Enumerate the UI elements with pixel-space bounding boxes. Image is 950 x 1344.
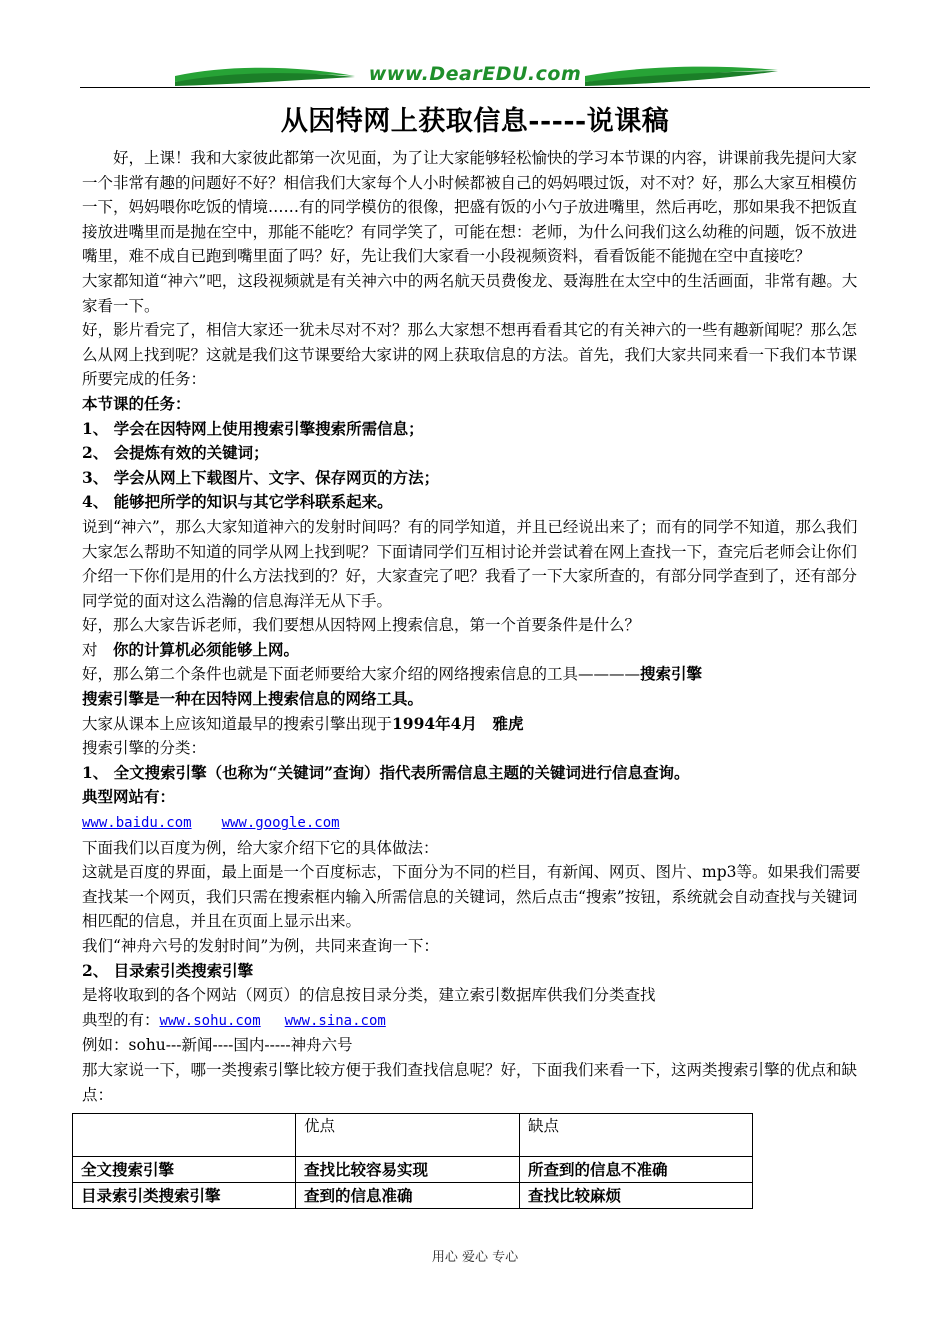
table-row — [73, 1157, 753, 1183]
task-item-1: 1、 学会在因特网上使用搜索引擎搜索所需信息； — [82, 418, 424, 438]
header-divider — [80, 87, 870, 88]
paragraph-video-done: 好，影片看完了，相信大家还一犹未尽对不对？那么大家想不想再看看其它的有关神六的一些有趣新闻呢？那么怎么从网上找到呢？这就是我们这节课要给大家讲的网上获取信息的方法。首先，我们大家共同来看一下我们本节课所要完成的任务： — [82, 321, 858, 389]
earliest-engine-text: 大家从课本上应该知道最早的搜索引擎出现于 — [82, 714, 393, 733]
comparison-table — [72, 1113, 753, 1209]
table-cell: 查找比较麻烦 — [520, 1183, 753, 1209]
tasks-heading: 本节课的任务： — [82, 393, 191, 413]
typical-directory-sites — [82, 1008, 872, 1034]
link-baidu[interactable]: www.baidu.com — [82, 815, 192, 832]
table-cell: 查到的信息准确 — [296, 1183, 520, 1209]
header-banner — [80, 62, 870, 90]
link-google[interactable]: www.google.com — [221, 815, 340, 832]
paragraph-earliest-engine — [82, 712, 872, 737]
task-item-4: 4、 能够把所学的知识与其它学科联系起来。 — [82, 492, 393, 512]
table-row — [73, 1183, 753, 1209]
typical-directory-label: 典型的有： — [82, 1010, 160, 1029]
paragraph-shenliu: 大家都知道“神六”吧，这段视频就是有关神六中的两名航天员费俊龙、聂海胜在太空中的生活画面，非常有趣。大家看一下。 — [82, 271, 858, 315]
table-cell: 查找比较容易实现 — [296, 1157, 520, 1183]
paragraph-comparison-intro: 那大家说一下，哪一类搜索引擎比较方便于我们查找信息呢？好，下面我们来看一下，这两类搜索引擎的优点和缺点： — [82, 1060, 858, 1104]
paragraph-second-condition — [82, 662, 872, 687]
category-directory: 2、 目录索引类搜索引擎 — [82, 960, 254, 980]
paragraph-classification: 搜索引擎的分类： — [82, 739, 207, 758]
task-item-3: 3、 学会从网上下载图片、文字、保存网页的方法； — [82, 467, 440, 487]
paragraph-first-condition: 好，那么大家告诉老师，我们要想从因特网上搜索信息，第一个首要条件是什么？ — [82, 616, 641, 635]
page-footer: 用心 爱心 专心 — [431, 1250, 519, 1265]
paragraph-answer — [82, 638, 872, 663]
table-header-cell: 缺点 — [520, 1114, 753, 1157]
paragraph-directory-desc: 是将收取到的各个网站（网页）的信息按目录分类，建立索引数据库供我们分类查找 — [82, 986, 656, 1005]
table-header-cell — [73, 1114, 296, 1157]
search-engine-definition: 搜索引擎是一种在因特网上搜索信息的网络工具。 — [82, 689, 424, 709]
typical-sites-heading: 典型网站有： — [82, 787, 176, 807]
document-body — [82, 146, 872, 1209]
table-header-row — [73, 1114, 753, 1157]
table-header-cell: 优点 — [296, 1114, 520, 1157]
paragraph-query-example: 我们“神舟六号的发射时间”为例，共同来查询一下： — [82, 937, 439, 955]
paragraph-baidu-example: 下面我们以百度为例，给大家介绍下它的具体做法： — [82, 838, 439, 857]
table-cell: 全文搜索引擎 — [73, 1157, 296, 1183]
category-fulltext: 1、 全文搜索引擎（也称为“关键词”查询）指代表所需信息主题的关键词进行信息查询。 — [82, 762, 690, 782]
banner-logo-text: www.DearEDU.com — [368, 63, 582, 85]
answer-bold: 你的计算机必须能够上网。 — [113, 639, 300, 659]
paragraph-intro: 好，上课！我和大家彼此都第一次见面，为了让大家能够轻松愉快的学习本节课的内容，讲课前我先提问大家一个非常有趣的问题好不好？相信我们大家每个人小时候都被自己的妈妈喂过饭，对不对？好，那么大家互相模仿一下，妈妈喂你吃饭的情境……有的同学模仿的很像，把盛有饭的小勺子放进嘴里，然后再吃，那如果我不把饭直接放进嘴里而是抛在空中，那能不能吃？有同学笑了，可能在想：老师，为什么问我们这么幼稚的问题，饭不放进嘴里，难不成自已跑到嘴里面了吗？好，先让我们大家看一小段视频资料，看看饭能不能抛在空中直接吃？ — [82, 149, 858, 266]
link-sohu[interactable]: www.sohu.com — [159, 1012, 261, 1029]
table-cell: 目录索引类搜索引擎 — [73, 1183, 296, 1209]
typical-sites-links — [82, 810, 872, 836]
document-title: 从因特网上获取信息-----说课稿 — [280, 106, 670, 137]
task-item-2: 2、 会提炼有效的关键词； — [82, 443, 269, 463]
answer-prefix: 对 — [82, 640, 114, 659]
second-condition-text: 好，那么第二个条件也就是下面老师要给大家介绍的网络搜索信息的工具———— — [82, 665, 641, 684]
paragraph-launch-time: 说到“神六”，那么大家知道神六的发射时间吗？有的同学知道，并且已经说出来了；而有的同学不知道，那么我们大家怎么帮助不知道的同学从网上找到呢？下面请同学们互相讨论并尝试着在网上查找一下，查完后老师会让你们介绍一下你们是用的什么方法找到的？好，大家查完了吧？我看了一下大家所查的，有部分同学查到了，还有部分同学觉的面对这么浩瀚的信息海洋无从下手。 — [82, 517, 858, 610]
paragraph-sohu-example: 例如：sohu---新闻----国内-----神舟六号 — [82, 1036, 353, 1055]
table-cell: 所查到的信息不准确 — [520, 1157, 753, 1183]
search-engine-term: 搜索引擎 — [640, 664, 703, 684]
earliest-engine-date: 1994年4月 雅虎 — [392, 713, 524, 733]
link-sina[interactable]: www.sina.com — [284, 1012, 386, 1029]
paragraph-baidu-interface: 这就是百度的界面，最上面是一个百度标志，下面分为不同的栏目，有新闻、网页、图片、mp3等。如果我们需要查找某一个网页，我们只需在搜索框内输入所需信息的关键词，然后点击“搜索”按钮，系统就会自动查找与关键词相匹配的信息，并且在页面上显示出来。 — [82, 863, 861, 931]
